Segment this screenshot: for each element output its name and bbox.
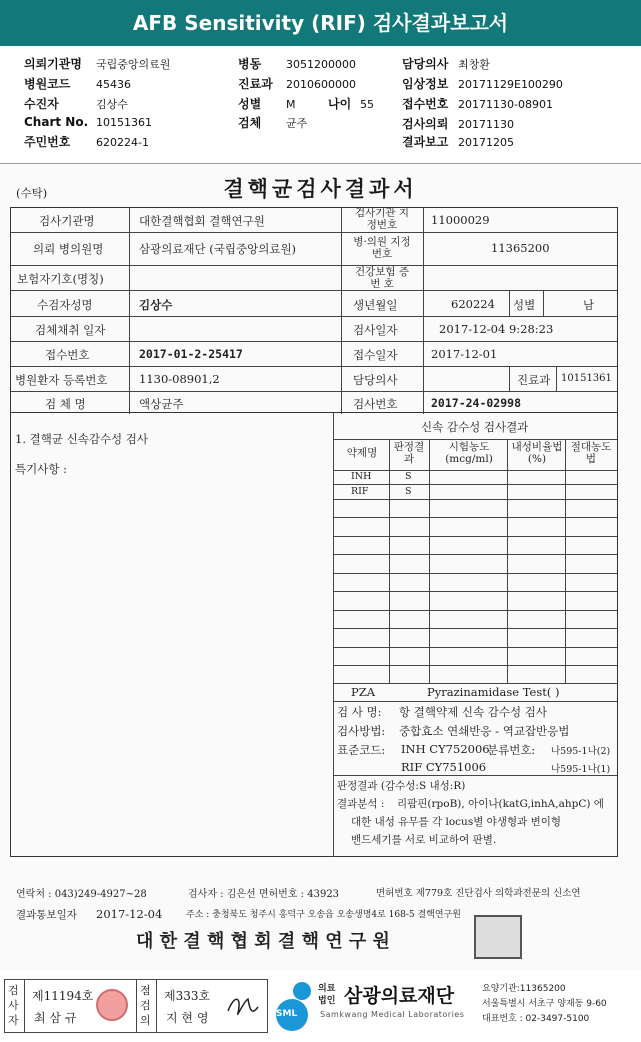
notify-date: 2017-12-04 [96,907,163,921]
lab-code-value: 11000029 [431,213,490,227]
info-clinical: 임상정보 20171129E100290 [402,77,563,91]
reviewer-name: 지 현 영 [166,1011,209,1025]
receipt-no-value: 2017-01-2-25417 [139,347,243,361]
specimen-label: 검 체 명 [45,397,86,411]
drug-row-inh-name: INH [351,471,372,482]
th-absolute: 절대농도법 [570,441,612,465]
std-code-1: INH CY752006 [401,742,490,756]
inspector-no: 제11194호 [32,989,94,1003]
institute-name: 대 한 결 핵 협 회 결 핵 연 구 원 [136,931,390,952]
analysis-label: 결과분석 : [337,798,385,810]
request-value: 삼광의료재단 (국립중앙의료원) [139,242,297,256]
org-code: 요양기관:11365200 [482,984,566,994]
th-ratio: 내성비율법(%) [511,441,563,465]
test-date-value: 2017-12-04 9:28:23 [439,322,554,336]
dept-value: 10151361 [561,373,612,384]
name-value: 김상수 [139,298,173,312]
test-date-label: 검사일자 [353,323,398,337]
info-sex: 성별 M 나이 55 [238,97,374,111]
sex-label: 성별 [513,298,536,312]
item-title: 1. 결핵균 신속감수성 검사 [15,432,149,446]
dob-label: 생년월일 [353,298,398,312]
org-phone: 대표번호 : 02-3497-5100 [482,1014,590,1024]
info-hospital-name: 의뢰기관명 국립중앙의료원 [24,57,171,71]
method-name-label: 검 사 명: [337,705,382,719]
address: 주소 : 충청북도 청주시 흥덕구 오송읍 오송생명4로 168-5 결핵연구원 [186,910,461,920]
scan-tag: (수탁) [16,186,48,200]
info-patient: 수진자 김상수 [24,97,128,111]
insurer-label: 보험자기호(명칭) [17,272,104,286]
analysis-line-1: 리팜핀(rpoB), 아이나(katG,inhA,ahpC) 에 [397,798,604,810]
report-title: AFB Sensitivity (RIF) 검사결과보고서 [0,0,641,46]
notify-label: 결과통보일자 [16,909,77,921]
footer [0,975,641,1042]
th-concentration: 시험농도(mcg/ml) [445,441,493,465]
test-no-value: 2017-24-02998 [431,396,522,410]
receipt-date-label: 접수일자 [353,348,398,362]
judge-criteria: 판정결과 (감수성:S 내성:R) [337,780,466,792]
drug-row-rif-name: RIF [351,486,369,497]
info-request-date: 검사의뢰 20171130 [402,117,514,131]
license: 면허번호 제779호 진단검사 의학과전문의 신소연 [376,888,581,899]
method-way-label: 검사방법: [337,724,386,738]
info-receipt-no: 접수번호 20171130-08901 [402,97,553,111]
drug-row-rif-result: S [405,486,412,497]
inspector-seal-icon [96,989,128,1021]
sex-value: 남 [583,298,595,312]
test-no-label: 검사번호 [353,397,398,411]
pza-value: Pyrazinamidase Test( ) [427,685,560,699]
analysis-line-2: 대한 내성 유무를 각 locus별 야생형과 변이형 [351,816,562,828]
result-section [10,413,618,857]
inspector-name: 최 삼 규 [34,1011,77,1025]
info-ward: 병동 3051200000 [238,57,356,71]
org-english-name: Samkwang Medical Laboratories [320,1010,465,1019]
info-specimen: 검체 균주 [238,116,308,130]
reviewer-no: 제333호 [164,989,211,1003]
patient-info-grid [10,207,618,413]
info-hospital-code: 병원코드 45436 [24,77,131,91]
patient-reg-label: 병원환자 등록번호 [15,373,108,387]
health-insurance-label: 건강보험 증 번 호 [354,266,410,290]
dob-value: 620224 [451,297,495,311]
name-label: 수검자성명 [37,298,93,312]
method-way-value: 중합효소 연쇄반응 - 역교잡반응법 [399,724,570,738]
lab-value: 대한결핵협회 결핵연구원 [139,214,265,228]
tester: 검사자 : 김은선 면허번호 : 43923 [188,889,340,900]
th-drug: 약제명 [346,447,378,459]
org-address: 서울특별시 서초구 양재동 9-60 [482,999,607,1009]
receipt-no-label: 접수번호 [45,348,90,362]
info-department: 진료과 2010600000 [238,77,356,91]
receipt-date-value: 2017-12-01 [431,347,498,361]
request-code-value: 11365200 [491,241,550,255]
lab-code-label: 검사기관 지정번호 [354,207,410,231]
method-name-value: 항 결핵약제 신속 감수성 검사 [399,705,547,719]
specimen-value: 액상균주 [139,397,184,411]
analysis-line-3: 밴드세기를 서로 비교하여 판별. [351,834,497,846]
org-name: 삼광의료재단 [344,985,455,1007]
class-no-2: 나595-1나(1) [551,764,611,775]
dept-label: 진료과 [517,373,551,387]
info-id-no: 주민번호 620224-1 [24,135,149,149]
org-type: 의료법인 [318,984,336,1006]
pza-label: PZA [351,685,376,699]
institute-seal-icon [474,915,522,959]
sml-logo-icon [272,979,316,1033]
th-result: 판정결과 [393,441,425,465]
request-label: 의뢰 병의원명 [33,242,104,256]
class-no-label: 분류번호: [487,743,536,757]
info-doctor: 담당의사 최창환 [402,57,490,71]
scanned-result-sheet [0,165,641,970]
request-code-label: 병·의원 지정번호 [353,236,411,260]
collect-date-label: 검체채취 일자 [35,323,106,337]
std-code-label: 표준코드: [337,743,386,757]
drug-row-inh-result: S [405,471,412,482]
reviewer-label: 점검의 [140,984,151,1027]
remark-label: 특기사항 : [15,462,67,476]
class-no-1: 나595-1나(2) [551,746,611,757]
header-divider [0,163,641,164]
scan-title: 결핵균검사결과서 [223,176,418,201]
logo-text: SML [276,1009,298,1019]
info-chart-no: Chart No. 10151361 [24,115,152,129]
contact: 연락처 : 043)249-4927~28 [16,889,147,900]
std-code-2: RIF CY751006 [401,760,487,774]
inspector-label: 검사자 [8,984,19,1027]
patient-reg-value: 1130-08901,2 [139,372,220,386]
table-caption: 신속 감수성 검사결과 [421,420,529,434]
info-report-date: 결과보고 20171205 [402,135,514,149]
reviewer-signature-icon [224,989,260,1023]
lab-label: 검사기관명 [39,214,95,228]
doctor-label: 담당의사 [353,373,398,387]
